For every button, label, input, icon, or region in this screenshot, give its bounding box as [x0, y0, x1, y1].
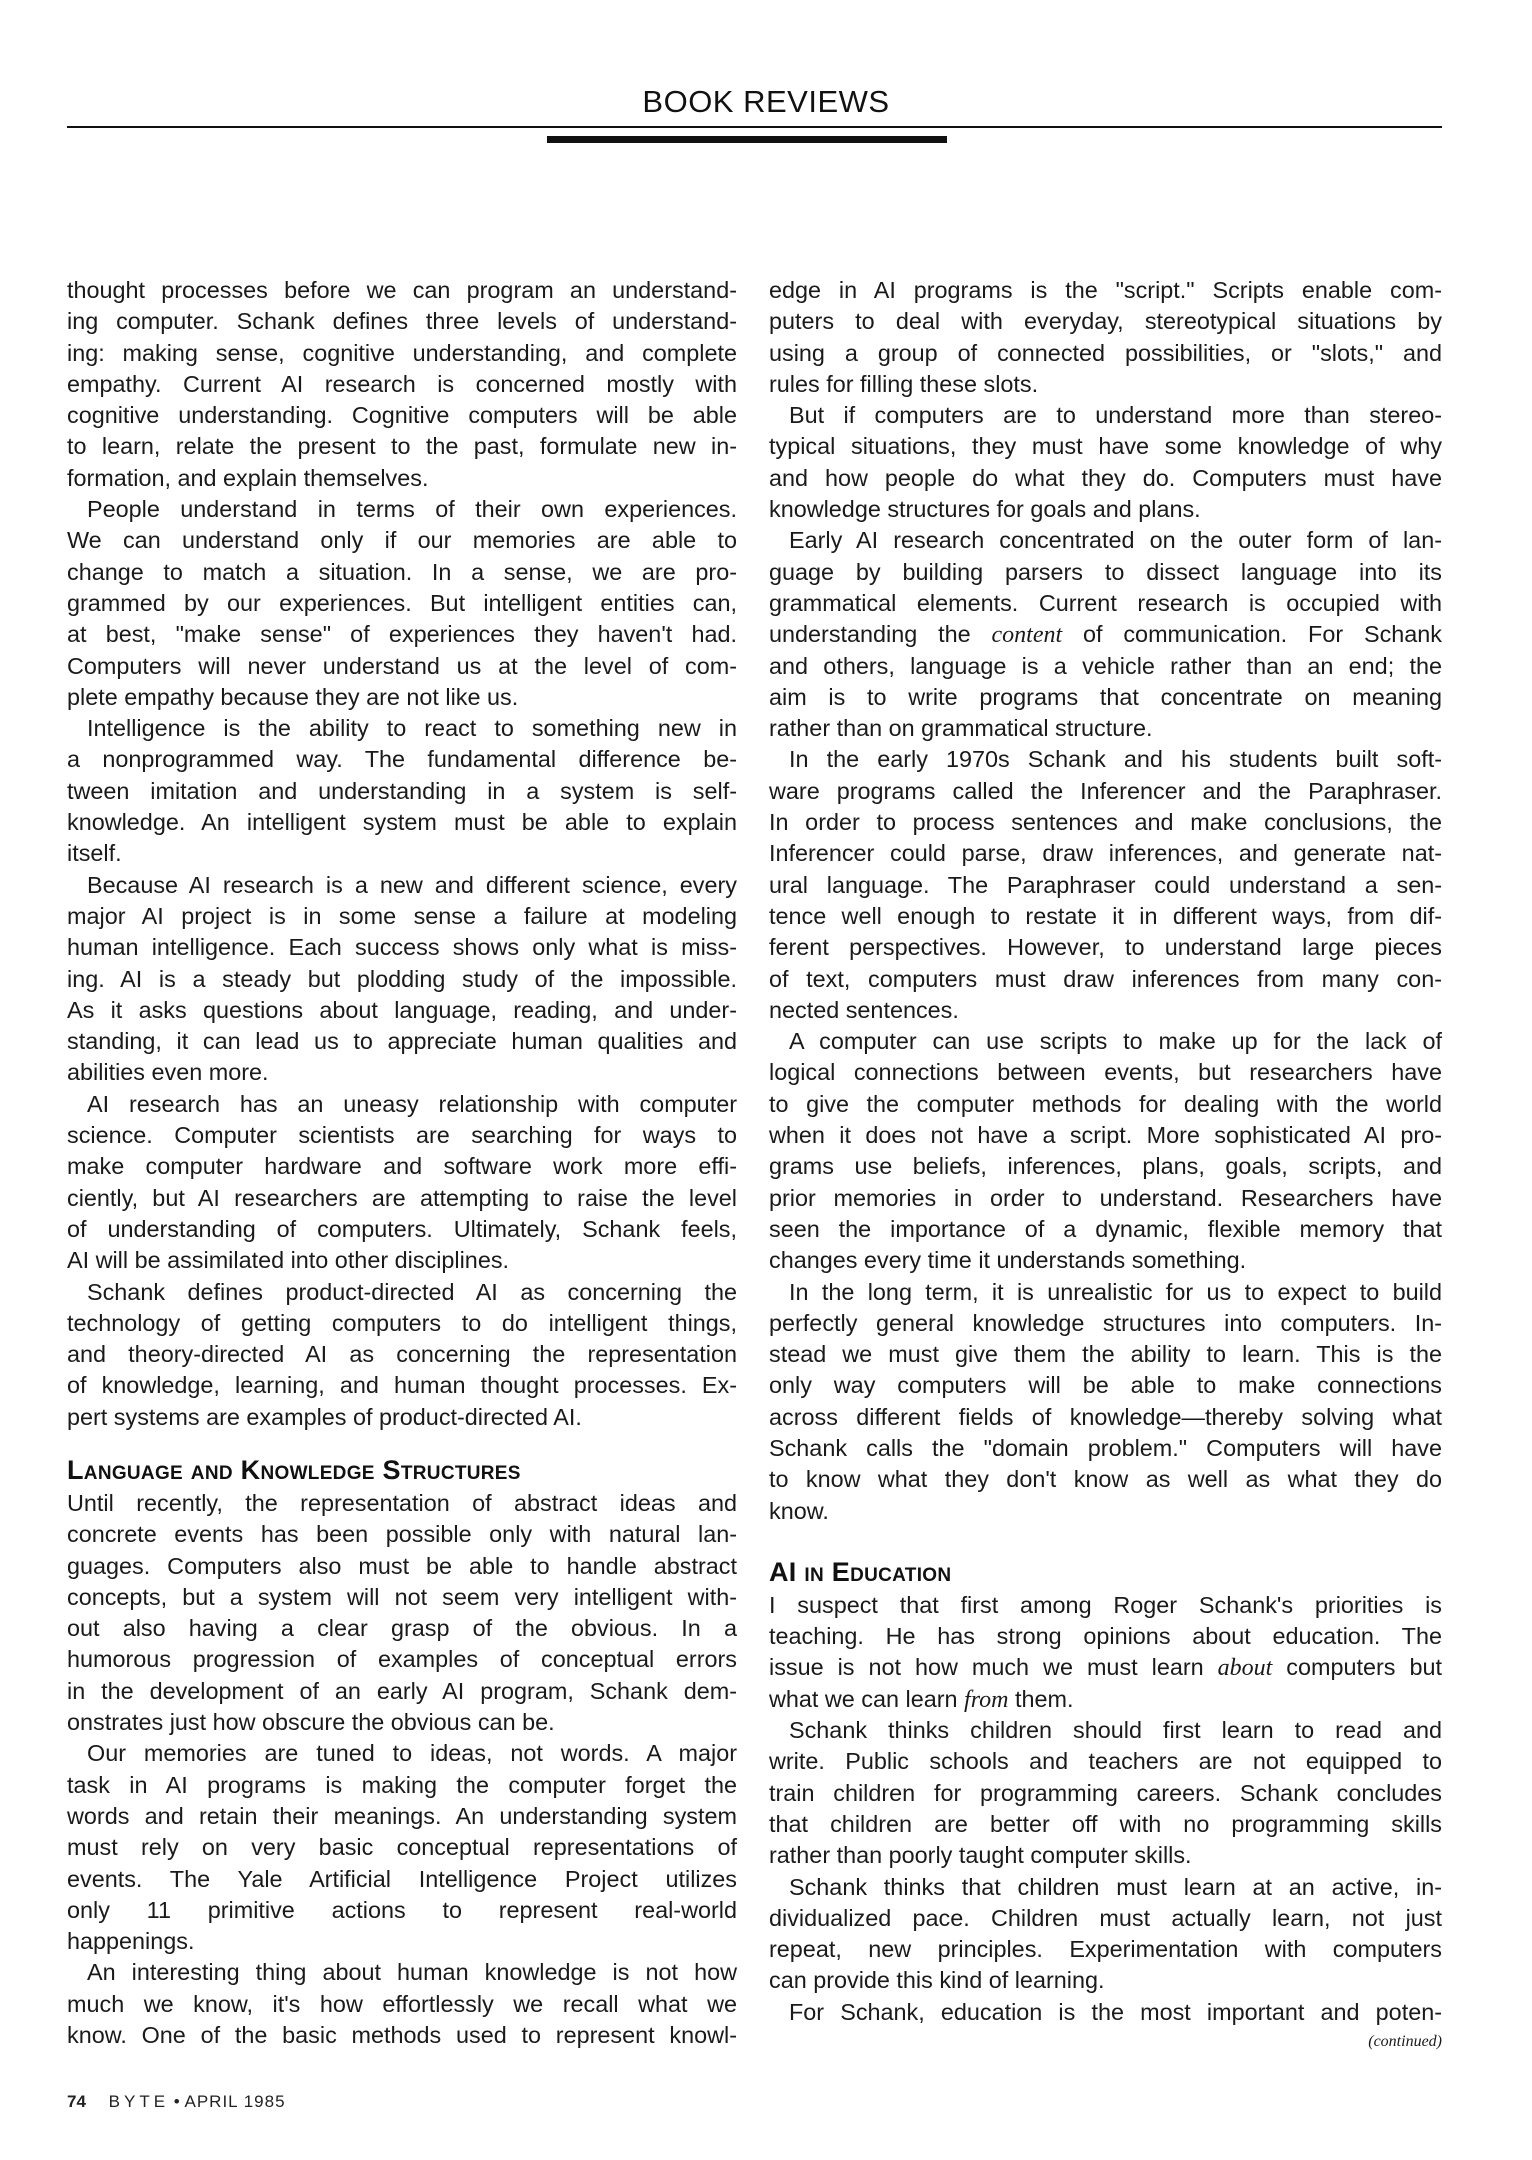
paragraph — [67, 494, 737, 713]
text-line: Computers will never understand us at the level of com- — [67, 652, 737, 679]
section-heading: AI in Education — [769, 1556, 952, 1587]
text-line: pert systems are examples of product-directed AI. — [67, 1403, 582, 1430]
text-line: Schank thinks that children must learn at an active, in- — [789, 1873, 1442, 1900]
paragraph — [769, 1590, 1442, 1715]
footer-separator: • — [173, 2092, 180, 2111]
paragraph — [769, 744, 1442, 1026]
section-title: BOOK REVIEWS — [642, 84, 890, 119]
text-line: In order to process sentences and make conclusions, the — [769, 809, 1442, 836]
text-line: can provide this kind of learning. — [769, 1967, 1105, 1994]
text-line: nected sentences. — [769, 996, 959, 1023]
text-line: empathy. Current AI research is concerned mostly with — [67, 370, 737, 397]
text-line: ural language. The Paraphraser could understand a sen- — [769, 871, 1442, 898]
text-line: know. — [769, 1497, 829, 1524]
text-line: tween imitation and understanding in a system is self- — [67, 777, 737, 804]
paragraph — [67, 275, 737, 494]
text-line: tence well enough to restate it in different ways, from dif- — [769, 902, 1442, 929]
text-line: But if computers are to understand more than stereo- — [789, 402, 1442, 429]
paragraph — [67, 1957, 737, 2051]
paragraph — [769, 525, 1442, 744]
text-line: at best, "make sense" of experiences they haven't had. — [67, 621, 737, 648]
text-line: A computer can use scripts to make up for the lack of — [789, 1028, 1442, 1055]
text-line: ing: making sense, cognitive understanding, and complete — [67, 339, 737, 366]
text-line: when it does not have a script. More sophisticated AI pro- — [769, 1122, 1442, 1149]
text-line: task in AI programs is making the computer forget the — [67, 1771, 737, 1798]
text-line: and theory-directed AI as concerning the representation — [67, 1341, 737, 1368]
text-line: In the early 1970s Schank and his students built soft- — [789, 746, 1442, 773]
text-line: across different fields of knowledge—thereby solving what — [769, 1403, 1442, 1430]
text-line: Intelligence is the ability to react to something new in — [87, 715, 737, 742]
text-line: aim is to write programs that concentrate on meaning — [769, 683, 1442, 710]
paragraph — [67, 1738, 737, 1957]
text-line: itself. — [67, 840, 122, 867]
text-line: Early AI research concentrated on the outer form of lan- — [789, 527, 1442, 554]
text-line: abilities even more. — [67, 1059, 269, 1086]
text-line: standing, it can lead us to appreciate human qualities and — [67, 1028, 737, 1055]
text-line: train children for programming careers. Schank concludes — [769, 1779, 1442, 1806]
text-line: to learn, relate the present to the past, formulate new in- — [67, 433, 737, 460]
text-line: to give the computer methods for dealing with the world — [769, 1090, 1442, 1117]
text-segment: them. — [1008, 1685, 1074, 1712]
paragraph — [67, 713, 737, 869]
text-line: change to match a situation. In a sense, we are pro- — [67, 558, 737, 585]
text-line: rather than poorly taught computer skills. — [769, 1842, 1192, 1869]
text-line: AI research has an uneasy relationship with computer — [87, 1090, 737, 1117]
paragraph — [67, 1277, 737, 1433]
text-line: cognitive understanding. Cognitive computers will be able — [67, 402, 737, 429]
text-line: major AI project is in some sense a failure at modeling — [67, 902, 737, 929]
text-line: science. Computer scientists are searching for ways to — [67, 1122, 737, 1149]
paragraph — [769, 1277, 1442, 1527]
text-line: puters to deal with everyday, stereotypical situations by — [769, 308, 1442, 335]
text-line: teaching. He has strong opinions about education. The — [769, 1623, 1442, 1650]
text-line: human intelligence. Each success shows only what is miss- — [67, 934, 737, 961]
text-line: of text, computers must draw inferences from many con- — [769, 965, 1442, 992]
text-line: perfectly general knowledge structures into computers. In- — [769, 1309, 1442, 1336]
text-line: guage by building parsers to dissect language into its — [769, 558, 1442, 585]
text-line: ing computer. Schank defines three levels of understand- — [67, 308, 737, 335]
text-line: knowledge. An intelligent system must be able to explain — [67, 809, 737, 836]
text-line: using a group of connected possibilities, or "slots," and — [769, 339, 1442, 366]
text-line: and others, language is a vehicle rather than an end; the — [769, 652, 1442, 679]
text-line: logical connections between events, but researchers have — [769, 1059, 1442, 1086]
text-line: happenings. — [67, 1928, 195, 1955]
paragraph — [769, 1997, 1442, 2028]
text-line: ing. AI is a steady but plodding study of the impossible. — [67, 965, 737, 992]
text-line: ware programs called the Inferencer and the Paraphraser. — [769, 777, 1442, 804]
emphasized-word: about — [1217, 1655, 1273, 1682]
text-line: and how people do what they do. Computers must have — [769, 464, 1442, 491]
paragraph — [67, 870, 737, 1089]
text-line: know. One of the basic methods used to represent knowl- — [67, 2022, 737, 2049]
right-column — [769, 275, 1442, 2052]
text-line: seen the importance of a dynamic, flexible memory that — [769, 1215, 1442, 1242]
emphasized-word: from — [964, 1686, 1009, 1713]
left-column — [67, 275, 737, 2051]
paragraph — [67, 1488, 737, 1738]
text-line: only 11 primitive actions to represent real-world — [67, 1896, 737, 1923]
text-line: to know what they don't know as well as what they do — [769, 1466, 1442, 1493]
text-line: guages. Computers also must be able to handle abstract — [67, 1552, 737, 1579]
header-rule — [67, 126, 1442, 128]
text-line: grammatical elements. Current research is occupied with — [769, 589, 1442, 616]
text-line: of understanding of computers. Ultimately, Schank feels, — [67, 1215, 737, 1242]
text-line: onstrates just how obscure the obvious can be. — [67, 1709, 555, 1736]
text-line: Schank thinks children should first learn to read and — [789, 1717, 1442, 1744]
text-segment: computers but — [1272, 1654, 1442, 1681]
text-line: Until recently, the representation of abstract ideas and — [67, 1489, 737, 1516]
text-line: humorous progression of examples of conceptual errors — [67, 1646, 737, 1673]
text-line: words and retain their meanings. An understanding system — [67, 1802, 737, 1829]
text-line: a nonprogrammed way. The fundamental difference be- — [67, 746, 737, 773]
text-line — [769, 1684, 1442, 1715]
text-segment: what we can learn — [769, 1685, 965, 1712]
text-line: Because AI research is a new and different science, every — [87, 871, 737, 898]
paragraph — [769, 400, 1442, 525]
header-bar-decoration — [547, 136, 947, 143]
magazine-name: BYTE — [108, 2092, 170, 2111]
text-line: grams use beliefs, inferences, plans, goals, scripts, and — [769, 1153, 1442, 1180]
text-line: ciently, but AI researchers are attempting to raise the level — [67, 1184, 737, 1211]
section-heading: Language and Knowledge Structures — [67, 1454, 521, 1485]
text-line: We can understand only if our memories are able to — [67, 527, 737, 554]
emphasized-word: content — [991, 622, 1063, 649]
text-line: concepts, but a system will not seem very intelligent with- — [67, 1583, 737, 1610]
text-line: ferent perspectives. However, to understand large pieces — [769, 934, 1442, 961]
text-line — [769, 1652, 1442, 1683]
text-line: Inferencer could parse, draw inferences, and generate nat- — [769, 840, 1442, 867]
text-line: concrete events has been possible only with natural lan- — [67, 1521, 737, 1548]
text-line: knowledge structures for goals and plans. — [769, 496, 1201, 523]
text-segment: of communication. For Schank — [1062, 621, 1442, 648]
text-line: grammed by our experiences. But intelligent entities can, — [67, 589, 737, 616]
text-line: People understand in terms of their own experiences. — [87, 496, 737, 523]
text-line: For Schank, education is the most important and poten- — [789, 1998, 1442, 2025]
text-line: only way computers will be able to make connections — [769, 1372, 1442, 1399]
text-line: much we know, it's how effortlessly we recall what we — [67, 1990, 737, 2017]
text-line: rules for filling these slots. — [769, 370, 1039, 397]
text-line — [769, 619, 1442, 650]
text-line: Schank defines product-directed AI as concerning the — [87, 1278, 737, 1305]
text-line: AI will be assimilated into other disciplines. — [67, 1247, 510, 1274]
text-line: Our memories are tuned to ideas, not words. A major — [87, 1740, 737, 1767]
paragraph — [67, 1089, 737, 1277]
text-line: In the long term, it is unrealistic for us to expect to build — [789, 1278, 1442, 1305]
paragraph — [769, 1026, 1442, 1276]
paragraph — [769, 275, 1442, 400]
text-line: stead we must give them the ability to learn. This is the — [769, 1341, 1442, 1368]
text-line: write. Public schools and teachers are not equipped to — [769, 1748, 1442, 1775]
text-line: changes every time it understands something. — [769, 1247, 1247, 1274]
text-line: technology of getting computers to do intelligent things, — [67, 1309, 737, 1336]
text-line: of knowledge, learning, and human thought processes. Ex- — [67, 1372, 737, 1399]
text-line: events. The Yale Artificial Intelligence Project utilizes — [67, 1865, 737, 1892]
text-line: that children are better off with no programming skills — [769, 1810, 1442, 1837]
text-line: typical situations, they must have some knowledge of why — [769, 433, 1442, 460]
text-line: prior memories in order to understand. Researchers have — [769, 1184, 1442, 1211]
paragraph — [769, 1872, 1442, 1997]
text-line: Schank calls the "domain problem." Computers will have — [769, 1434, 1442, 1461]
text-line: make computer hardware and software work more effi- — [67, 1153, 737, 1180]
text-line: I suspect that first among Roger Schank's priorities is — [769, 1591, 1442, 1618]
text-line: edge in AI programs is the "script." Scripts enable com- — [769, 277, 1442, 303]
text-line: plete empathy because they are not like us. — [67, 683, 519, 710]
text-line: must rely on very basic conceptual representations of — [67, 1834, 737, 1861]
text-line: thought processes before we can program an understand- — [67, 277, 737, 303]
text-line: As it asks questions about language, reading, and under- — [67, 996, 737, 1023]
page-number: 74 — [67, 2092, 86, 2111]
text-line: An interesting thing about human knowledge is not how — [87, 1959, 737, 1986]
text-line: dividualized pace. Children must actually learn, not just — [769, 1904, 1442, 1931]
paragraph — [769, 1715, 1442, 1871]
text-segment: understanding the — [769, 621, 992, 648]
issue-date: APRIL 1985 — [184, 2092, 286, 2111]
text-line: repeat, new principles. Experimentation with computers — [769, 1936, 1442, 1963]
text-line: formation, and explain themselves. — [67, 464, 429, 491]
page-footer — [67, 2092, 286, 2112]
text-line: in the development of an early AI program, Schank dem- — [67, 1677, 737, 1704]
text-segment: issue is not how much we must learn — [769, 1654, 1218, 1681]
text-line: rather than on grammatical structure. — [769, 715, 1153, 742]
text-line: out also having a clear grasp of the obvious. In a — [67, 1615, 737, 1642]
continued-label: (continued) — [1368, 2033, 1442, 2051]
